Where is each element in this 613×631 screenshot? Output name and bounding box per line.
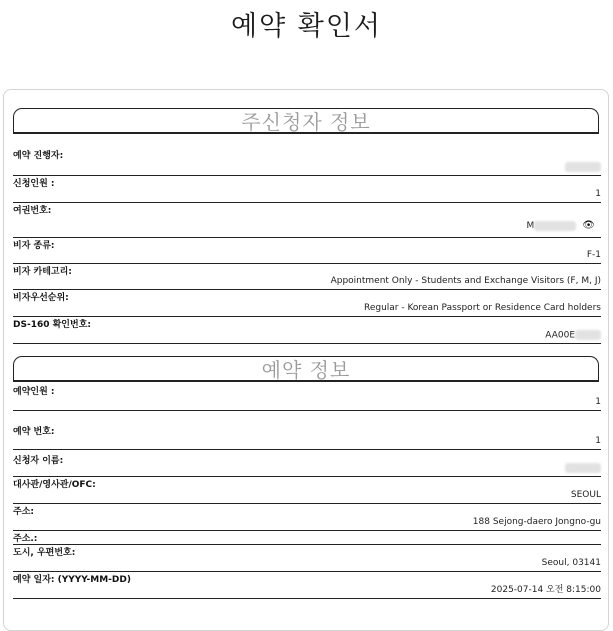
row-label: 도시, 우편번호: [13, 548, 76, 558]
redacted-text [565, 162, 601, 172]
row-label: 신청자 이름: [13, 456, 64, 466]
row-label: 비자 종류: [13, 241, 55, 251]
passport-prefix: M [526, 221, 535, 231]
row-applicant-count [13, 176, 601, 203]
row-city-postal [13, 545, 601, 572]
row-label: 여권번호: [13, 206, 52, 216]
row-value-redacted [565, 162, 601, 173]
row-address [13, 504, 601, 531]
row-value: 188 Sejong-daero Jongno-gu [472, 517, 601, 527]
redacted-text [575, 330, 601, 340]
row-value: 1 [595, 397, 601, 407]
row-label: 대사관/영사관/OFC: [13, 480, 96, 490]
row-value-passport [527, 220, 595, 231]
row-label: 비자우선순위: [13, 293, 69, 303]
row-reservation-count [13, 384, 601, 411]
row-value: F-1 [586, 250, 601, 260]
row-value: SEOUL [570, 490, 601, 500]
row-label: 주소: [13, 507, 34, 517]
redacted-text [565, 463, 601, 473]
reservation-section-header: 예약 정보 [13, 356, 599, 380]
row-embassy [13, 477, 601, 504]
row-label: DS-160 확인번호: [13, 320, 91, 330]
row-reservation-agent [13, 148, 601, 176]
row-value: Regular - Korean Passport or Residence Card holders [363, 303, 601, 313]
row-passport-number [13, 203, 601, 238]
row-label: 주소.: [13, 534, 38, 544]
eye-slash-icon[interactable]: 👁 [582, 220, 595, 231]
row-value: Seoul, 03141 [541, 558, 601, 568]
row-visa-category [13, 264, 601, 290]
row-reservation-number [13, 411, 601, 450]
row-visa-priority [13, 290, 601, 317]
row-value: 1 [595, 189, 601, 199]
row-value: 1 [595, 436, 601, 446]
row-label: 비자 카테고리: [13, 267, 72, 277]
row-address-2 [13, 531, 601, 545]
row-value-redacted [565, 463, 601, 474]
applicant-section-header: 주신청자 정보 [13, 108, 599, 132]
row-value-ds160 [545, 330, 601, 341]
page-title: 예약 확인서 [231, 11, 382, 42]
row-label: 예약인원 : [13, 387, 55, 397]
row-visa-type [13, 238, 601, 264]
confirmation-card [3, 89, 609, 631]
row-label: 예약 번호: [13, 427, 55, 437]
row-ds160-number [13, 317, 601, 344]
row-label: 예약 일자: (YYYY-MM-DD) [13, 575, 131, 585]
row-applicant-name [13, 450, 601, 477]
row-label: 신청인원 : [13, 179, 55, 189]
row-reservation-date [13, 572, 601, 599]
ds160-prefix: AA00E [545, 330, 575, 340]
row-value: Appointment Only - Students and Exchange Visitors (F, M, J) [330, 276, 601, 286]
row-label: 예약 진행자: [13, 151, 64, 161]
row-value: 2025-07-14 오전 8:15:00 [490, 585, 601, 595]
redacted-text [534, 221, 576, 231]
